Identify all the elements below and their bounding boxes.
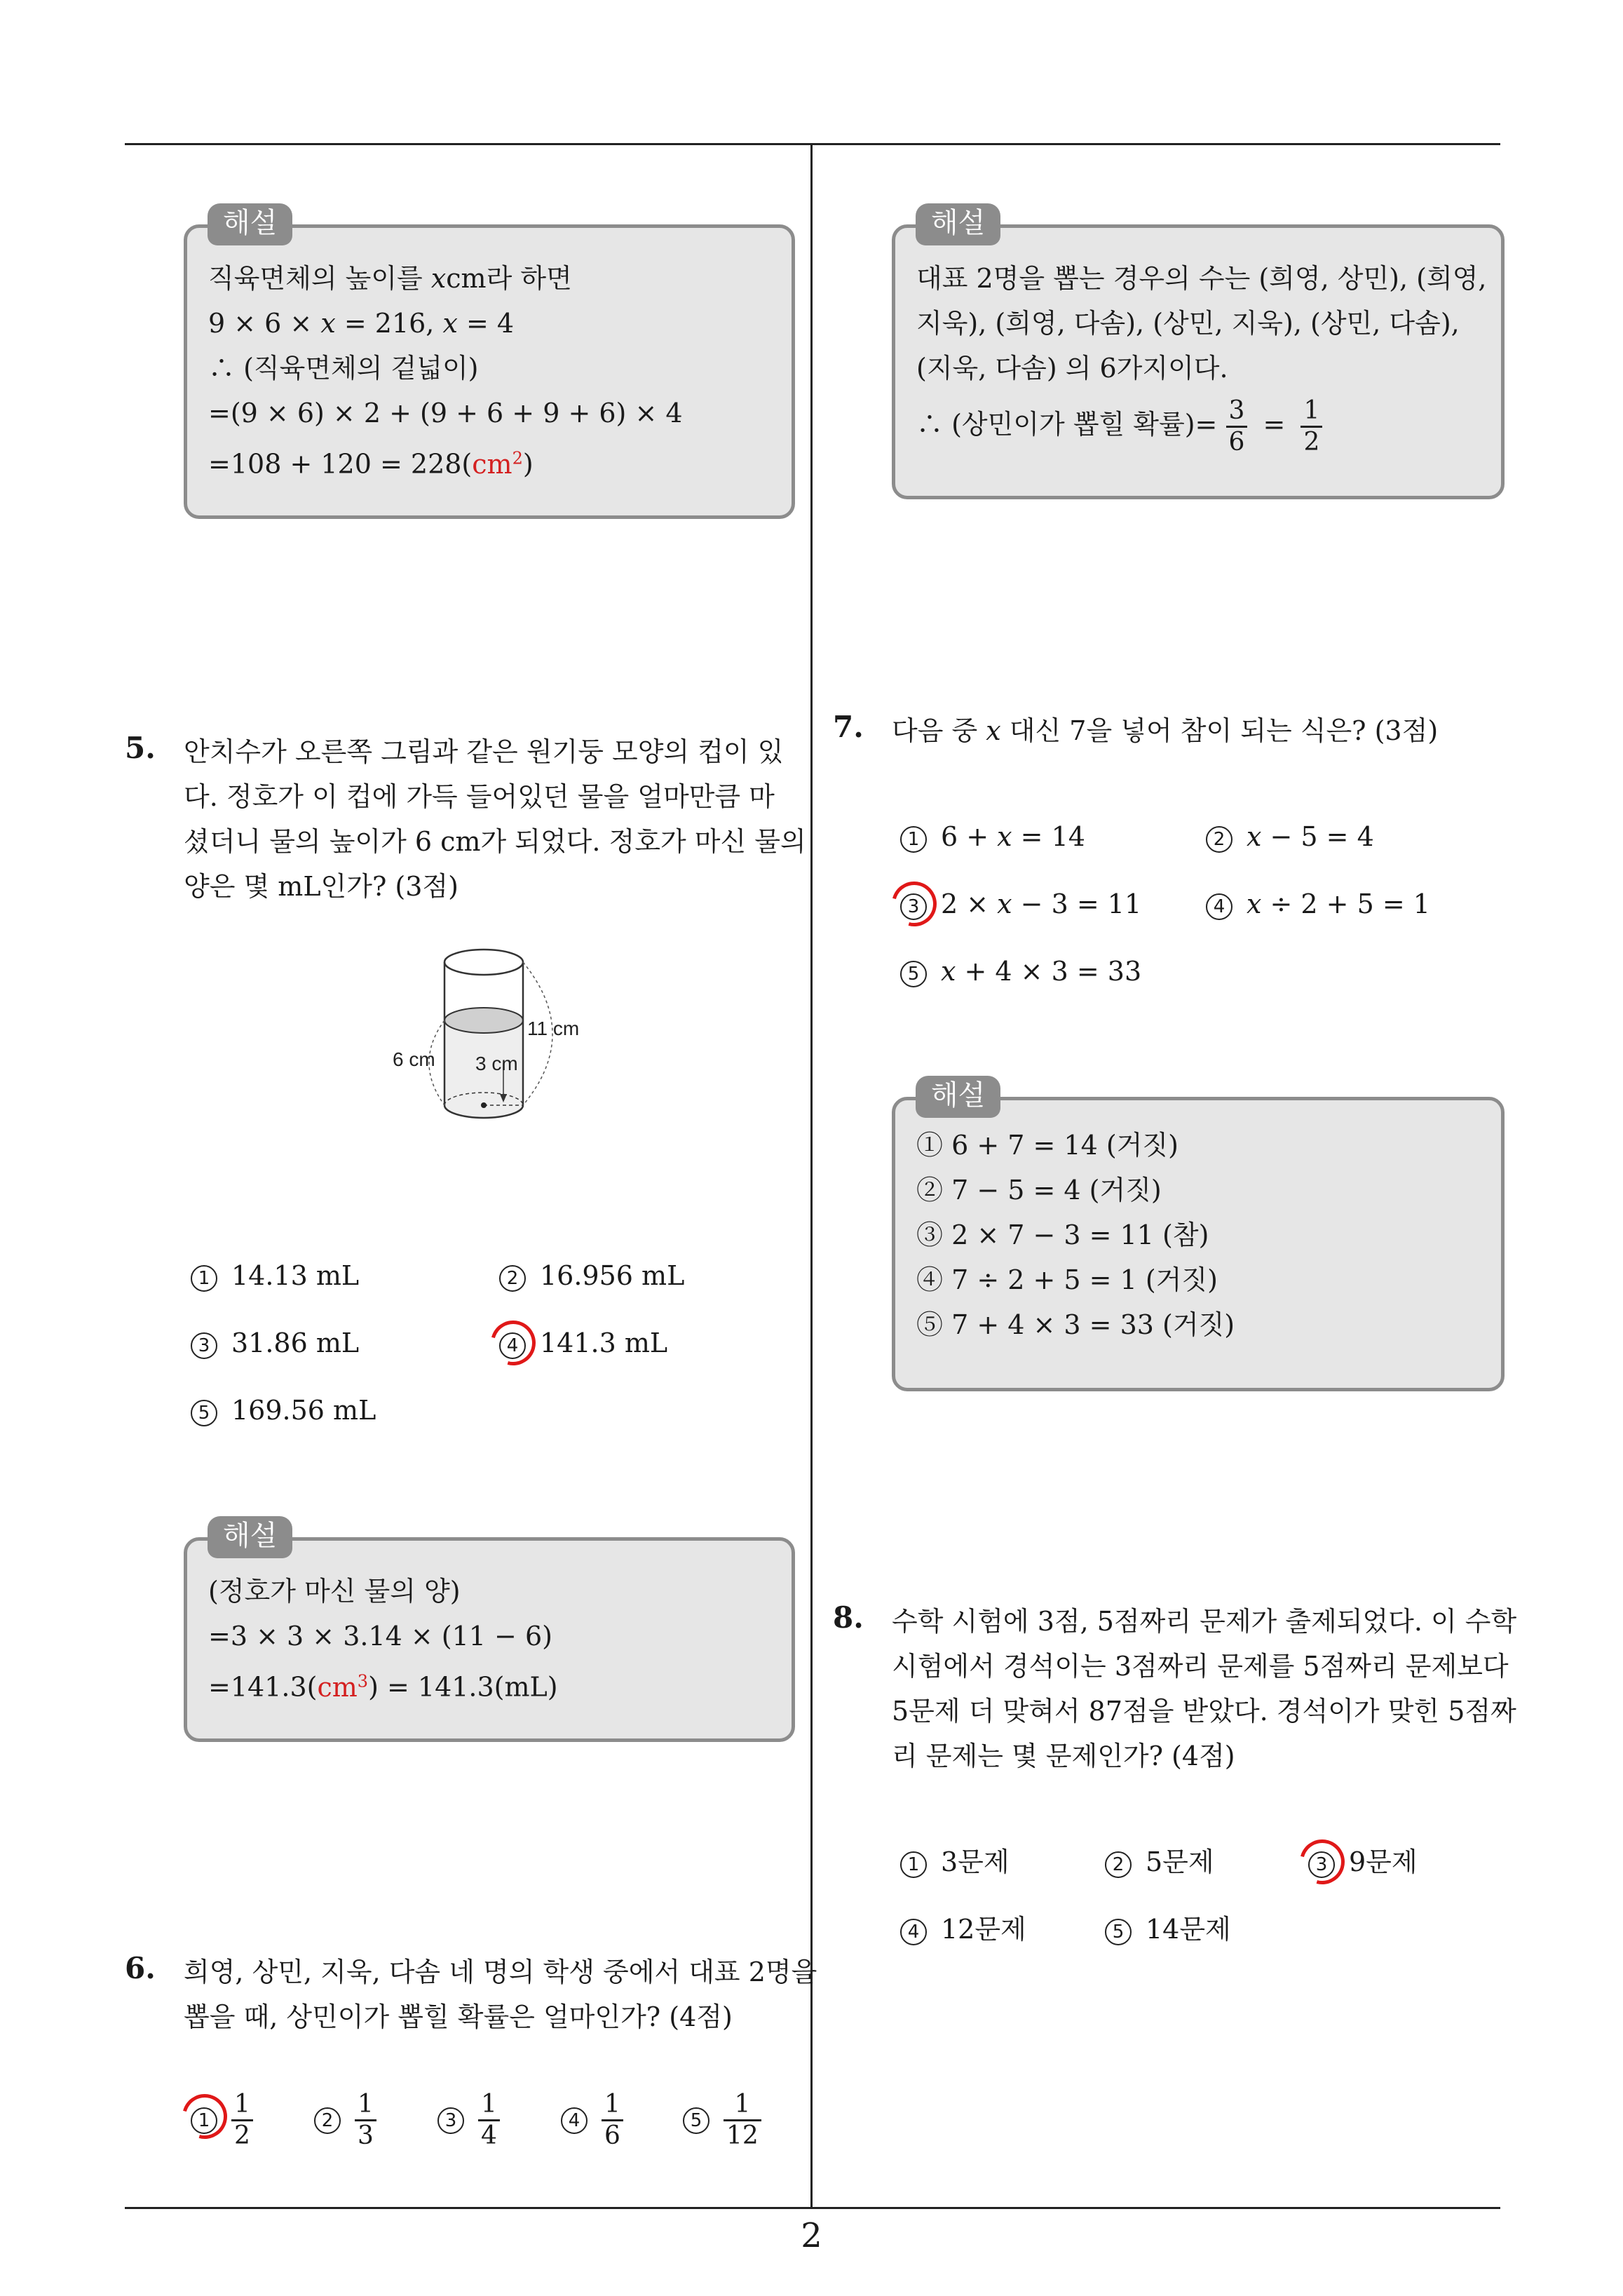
- question-line: 양은 몇 mL인가? (3점): [184, 871, 459, 902]
- question-number: 8.: [833, 1600, 864, 1635]
- solution-line: =3 × 3 × 3.14 × (11 − 6): [208, 1621, 552, 1652]
- fraction: [602, 2090, 623, 2151]
- question-line: 다음 중 𝑥 대신 7을 넣어 참이 되는 식은? (3점): [892, 715, 1439, 746]
- answer-mark-icon: [1291, 1831, 1352, 1892]
- solution-text: ) = 141.3(mL): [368, 1671, 558, 1703]
- choice-4[interactable]: [1206, 886, 1430, 921]
- solution-line: (정호가 마신 물의 양): [208, 1576, 461, 1607]
- fraction: [1226, 396, 1248, 457]
- choice-text: 6 + 𝑥 = 14: [941, 821, 1085, 852]
- choice-circle-icon: 3: [1308, 1851, 1335, 1878]
- choice-text: 9문제: [1349, 1846, 1418, 1877]
- question-text: [892, 1599, 1516, 1778]
- answer-mark-icon: [482, 1312, 543, 1373]
- solution-text: ∴ (상민이가 뽑힐 확률)=: [916, 409, 1218, 440]
- choice-text: 169.56 mL: [231, 1395, 376, 1426]
- choice-circle-icon: 5: [900, 961, 927, 987]
- column-divider: [810, 143, 813, 2209]
- choice-text: 𝑥 + 4 × 3 = 33: [941, 956, 1142, 987]
- choice-circle-icon: 4: [561, 2107, 588, 2134]
- solution-tag: 해설: [916, 203, 1000, 245]
- denominator: 2: [231, 2119, 253, 2151]
- cylinder-top: [444, 950, 523, 975]
- choice-1[interactable]: [191, 1258, 359, 1293]
- solution-line: ② 7 − 5 = 4 (거짓): [916, 1175, 1162, 1206]
- question-number: 7.: [833, 710, 864, 744]
- fraction: [355, 2090, 376, 2151]
- choice-4[interactable]: [561, 2090, 623, 2151]
- solution-line: 9 × 6 × 𝑥 = 216, 𝑥 = 4: [208, 308, 515, 339]
- solution-tag: 해설: [916, 1076, 1000, 1118]
- choice-circle-icon: 5: [1105, 1919, 1132, 1945]
- top-rule: [125, 143, 1500, 145]
- solution-line: 대표 2명을 뽑는 경우의 수는 (희영, 상민), (희영,: [916, 263, 1487, 294]
- choice-1[interactable]: [900, 819, 1085, 854]
- label-3cm: 3 cm: [475, 1053, 518, 1074]
- fraction: [231, 2090, 253, 2151]
- question-number: 5.: [125, 731, 156, 765]
- solution-box-q5: [184, 1537, 795, 1742]
- choice-text: 𝑥 ÷ 2 + 5 = 1: [1247, 889, 1430, 919]
- question-number: 6.: [125, 1951, 156, 1985]
- solution-line: ⑤ 7 + 4 × 3 = 33 (거짓): [916, 1309, 1235, 1340]
- numerator: 3: [1228, 396, 1245, 425]
- question-line: 희영, 상민, 지욱, 다솜 네 명의 학생 중에서 대표 2명을: [184, 1957, 817, 1987]
- question-line: 5문제 더 맞혀서 87점을 받았다. 경석이가 맞힌 5점짜: [892, 1696, 1516, 1727]
- question-text: [892, 708, 1438, 753]
- choice-circle-icon: 1: [900, 826, 927, 853]
- question-line: 수학 시험에 3점, 5점짜리 문제가 출제되었다. 이 수학: [892, 1606, 1517, 1637]
- unit-cm2: [472, 449, 523, 480]
- unit-exp: 3: [357, 1671, 369, 1691]
- question-line: 안치수가 오른쪽 그림과 같은 원기둥 모양의 컵이 있: [184, 736, 784, 767]
- solution-box-q7: [892, 1097, 1505, 1391]
- numerator: 1: [1303, 396, 1320, 425]
- question-text: [184, 1950, 817, 2039]
- choice-5[interactable]: [683, 2090, 761, 2151]
- choice-circle-icon: 2: [1206, 826, 1232, 853]
- numerator: 1: [734, 2090, 751, 2119]
- choice-text: 141.3 mL: [540, 1328, 668, 1358]
- unit-text: cm: [317, 1671, 358, 1703]
- choice-circle-icon: 2: [1105, 1851, 1132, 1878]
- question-line: 뽑을 때, 상민이가 뽑힐 확률은 얼마인가? (4점): [184, 2001, 733, 2032]
- choice-text: 14.13 mL: [231, 1260, 360, 1291]
- question-line: 셨더니 물의 높이가 6 cm가 되었다. 정호가 마신 물의: [184, 826, 806, 857]
- choice-2[interactable]: [1105, 1844, 1214, 1879]
- choice-circle-icon: 5: [683, 2107, 709, 2134]
- solution-text: =141.3(: [208, 1671, 318, 1703]
- choice-2[interactable]: [314, 2090, 376, 2151]
- label-11cm: 11 cm: [527, 1018, 580, 1039]
- choice-2[interactable]: [1206, 819, 1374, 854]
- solution-line: ① 6 + 7 = 14 (거짓): [916, 1130, 1179, 1161]
- question-line: 다. 정호가 이 컵에 가득 들어있던 물을 얼마만큼 마: [184, 781, 775, 812]
- solution-box-q6: [892, 224, 1505, 499]
- choice-circle-icon: 2: [499, 1265, 526, 1292]
- solution-line: [208, 1659, 775, 1703]
- solution-line: [208, 435, 775, 480]
- denominator: 3: [355, 2119, 376, 2151]
- denominator: 6: [1226, 426, 1248, 457]
- choice-1[interactable]: [900, 1844, 1010, 1879]
- bottom-rule: [125, 2207, 1500, 2209]
- solution-line: 직육면체의 높이를 𝑥cm라 하면: [208, 263, 572, 294]
- numerator: 1: [481, 2090, 497, 2119]
- unit-cm3: [317, 1672, 368, 1703]
- choice-text: 𝑥 − 5 = 4: [1247, 821, 1374, 852]
- choice-text: 16.956 mL: [540, 1260, 685, 1291]
- solution-text: =108 + 120 = 228(: [208, 448, 473, 480]
- unit-exp: 2: [512, 448, 523, 468]
- choice-text: 14문제: [1146, 1914, 1231, 1945]
- choice-text: 5문제: [1146, 1846, 1214, 1877]
- choice-circle-icon: 5: [191, 1400, 217, 1426]
- choice-4[interactable]: [900, 1912, 1026, 1947]
- cylinder-figure: [379, 933, 617, 1143]
- choice-circle-icon: 1: [191, 2107, 217, 2134]
- choice-5[interactable]: [191, 1393, 376, 1428]
- choice-text: 3문제: [941, 1846, 1010, 1877]
- equals-sign: =: [1263, 409, 1286, 440]
- choice-circle-icon: 3: [437, 2107, 464, 2134]
- answer-mark-icon: [883, 873, 944, 934]
- numerator: 1: [604, 2090, 620, 2119]
- fraction: [478, 2090, 500, 2151]
- denominator: 4: [478, 2119, 500, 2151]
- choice-circle-icon: 3: [191, 1332, 217, 1359]
- choice-circle-icon: 3: [900, 893, 927, 920]
- solution-line: 지욱), (희영, 다솜), (상민, 지욱), (상민, 다솜),: [916, 308, 1460, 339]
- choice-circle-icon: 1: [900, 1851, 927, 1878]
- water-surface: [444, 1008, 523, 1033]
- solution-line: [916, 391, 1484, 458]
- choice-circle-icon: 4: [1206, 893, 1232, 920]
- label-6cm: 6 cm: [393, 1048, 435, 1070]
- unit-text: cm: [472, 448, 512, 480]
- numerator: 1: [234, 2090, 250, 2119]
- denominator: 12: [724, 2119, 761, 2151]
- solution-line: =(9 × 6) × 2 + (9 + 6 + 9 + 6) × 4: [208, 398, 683, 428]
- question-line: 시험에서 경석이는 3점짜리 문제를 5점짜리 문제보다: [892, 1651, 1509, 1682]
- fraction: [724, 2090, 761, 2151]
- denominator: 2: [1301, 426, 1322, 457]
- choice-3[interactable]: [437, 2090, 500, 2151]
- solution-tag: 해설: [208, 1516, 292, 1558]
- choice-text: 12문제: [941, 1914, 1026, 1945]
- denominator: 6: [602, 2119, 623, 2151]
- solution-text: ): [522, 448, 534, 480]
- question-text: [184, 729, 806, 909]
- solution-box-q4: [184, 224, 795, 519]
- center-dot: [481, 1102, 487, 1108]
- question-line: 리 문제는 몇 문제인가? (4점): [892, 1741, 1235, 1771]
- solution-line: ∴ (직육면체의 겉넓이): [208, 353, 479, 384]
- choice-circle-icon: 1: [191, 1265, 217, 1292]
- choice-circle-icon: 4: [499, 1332, 526, 1359]
- solution-tag: 해설: [208, 203, 292, 245]
- solution-line: (지욱, 다솜) 의 6가지이다.: [916, 353, 1228, 384]
- choice-circle-icon: 2: [314, 2107, 341, 2134]
- solution-line: ③ 2 × 7 − 3 = 11 (참): [916, 1220, 1209, 1250]
- choice-3[interactable]: [191, 1325, 359, 1360]
- fraction: [1301, 396, 1322, 457]
- numerator: 1: [358, 2090, 374, 2119]
- choice-5[interactable]: [900, 954, 1141, 989]
- solution-line: ④ 7 ÷ 2 + 5 = 1 (거짓): [916, 1264, 1218, 1295]
- choice-circle-icon: 4: [900, 1919, 927, 1945]
- page-number: 2: [801, 2216, 822, 2255]
- choice-text: 2 × 𝑥 − 3 = 11: [941, 889, 1142, 919]
- choice-5[interactable]: [1105, 1912, 1231, 1947]
- choice-text: 31.86 mL: [231, 1328, 360, 1358]
- choice-2[interactable]: [499, 1258, 684, 1293]
